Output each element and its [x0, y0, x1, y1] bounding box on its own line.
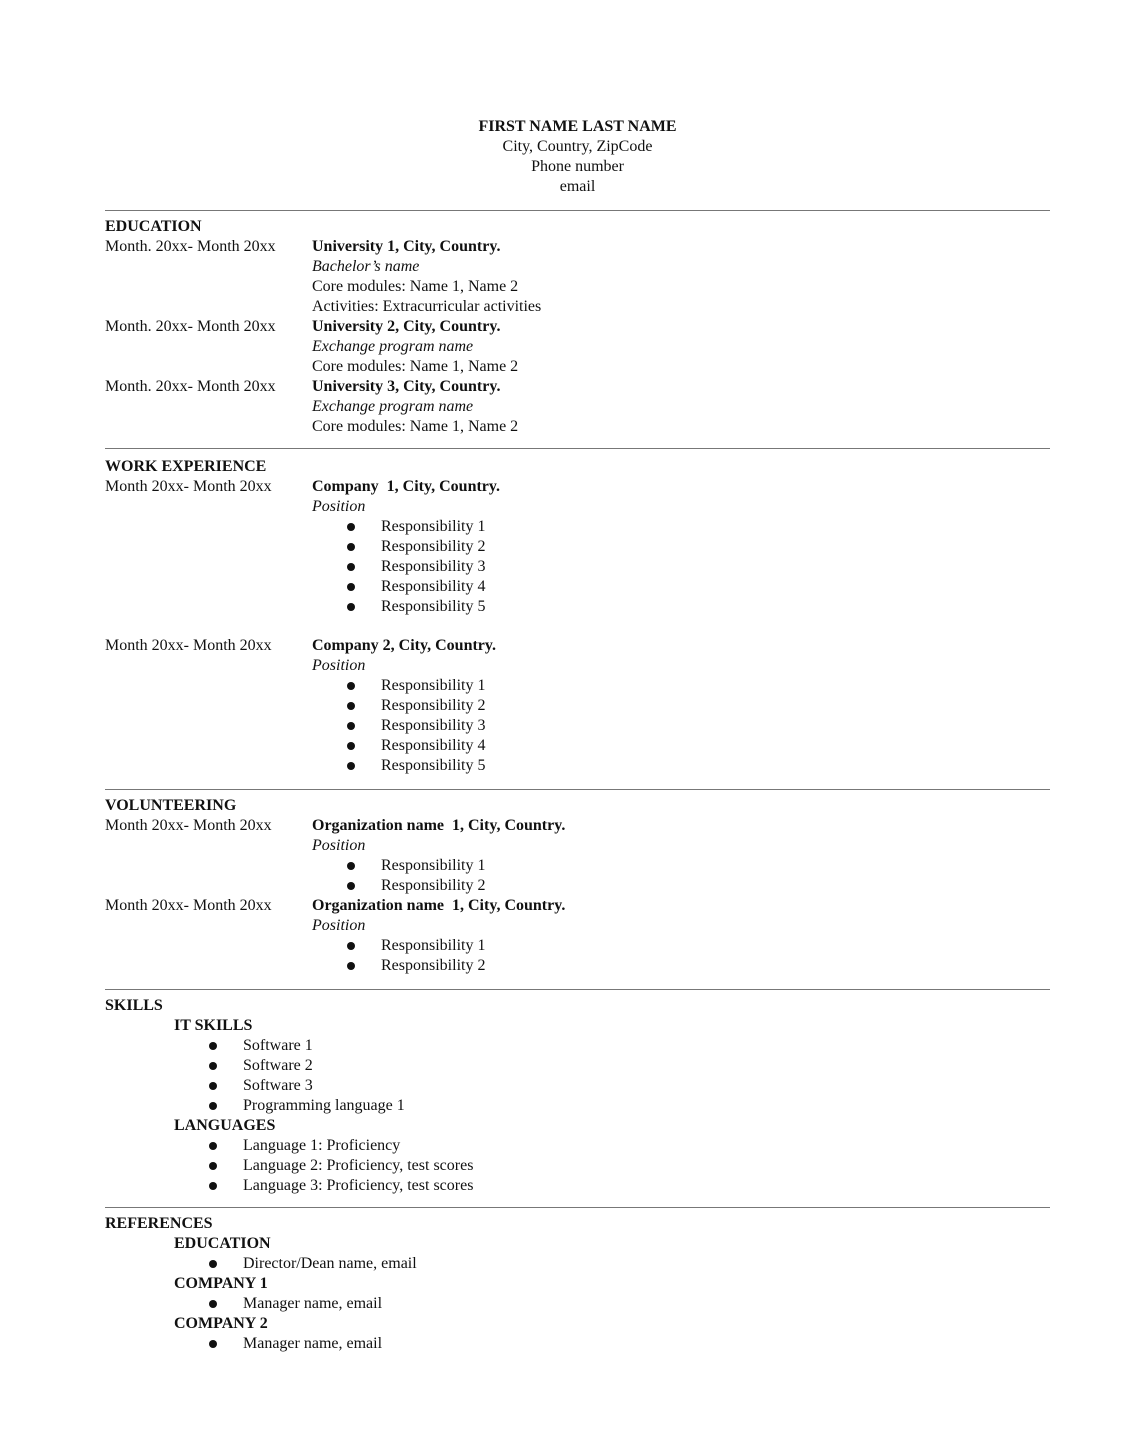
bullet-icon: [347, 702, 355, 710]
entry-detail: Core modules: Name 1, Name 2: [312, 358, 519, 375]
entry-organization: Company 1, City, Country.: [312, 478, 501, 495]
subsection-title: EDUCATION: [174, 1235, 271, 1252]
responsibility-list: [312, 676, 1050, 776]
work-entry: [105, 477, 1050, 617]
bullet-icon: [209, 1260, 217, 1268]
bullet-icon: [347, 942, 355, 950]
entry-organization: Organization name 1, City, Country.: [312, 897, 566, 914]
list-item: Language 1: Proficiency: [174, 1136, 1050, 1156]
section-title: EDUCATION: [105, 218, 202, 235]
entry-detail: Activities: Extracurricular activities: [312, 298, 542, 315]
responsibility-list: [312, 936, 1050, 976]
list-item: Responsibility 2: [312, 876, 1050, 896]
languages-list: [174, 1136, 1050, 1196]
list-item: Responsibility 4: [312, 577, 1050, 597]
bullet-icon: [347, 862, 355, 870]
education-entry: [105, 317, 1050, 377]
list-item: Software 2: [174, 1056, 1050, 1076]
bullet-icon: [209, 1102, 217, 1110]
list-item: Programming language 1: [174, 1096, 1050, 1116]
list-item: Language 2: Proficiency, test scores: [174, 1156, 1050, 1176]
work-entry: [105, 636, 1050, 776]
list-item: Responsibility 2: [312, 537, 1050, 557]
list-item: Responsibility 2: [312, 956, 1050, 976]
bullet-icon: [347, 543, 355, 551]
section-title: SKILLS: [105, 997, 163, 1014]
list-item: Manager name, email: [174, 1334, 1050, 1354]
list-item: Responsibility 5: [312, 756, 1050, 776]
entry-dates: Month 20xx- Month 20xx: [105, 897, 272, 914]
education-section: [105, 217, 1050, 437]
entry-position: Position: [312, 837, 366, 854]
section-title: REFERENCES: [105, 1215, 213, 1232]
volunteering-section: [105, 796, 1050, 976]
subsection-title: COMPANY 1: [174, 1275, 268, 1292]
list-item: Software 3: [174, 1076, 1050, 1096]
bullet-icon: [209, 1182, 217, 1190]
entry-organization: Company 2, City, Country.: [312, 637, 497, 654]
entry-organization: University 1, City, Country.: [312, 238, 501, 255]
list-item: Responsibility 1: [312, 856, 1050, 876]
entry-organization: Organization name 1, City, Country.: [312, 817, 566, 834]
entry-dates: Month. 20xx- Month 20xx: [105, 238, 276, 255]
volunteering-entry: [105, 816, 1050, 896]
list-item: Responsibility 1: [312, 517, 1050, 537]
education-entry: [105, 377, 1050, 437]
bullet-icon: [209, 1062, 217, 1070]
bullet-icon: [347, 682, 355, 690]
references-section: [105, 1214, 1050, 1354]
bullet-icon: [209, 1082, 217, 1090]
divider: [105, 789, 1050, 790]
full-name: FIRST NAME LAST NAME: [478, 118, 677, 135]
reference-list: [174, 1254, 1050, 1274]
volunteering-entry: [105, 896, 1050, 976]
subsection-title: LANGUAGES: [174, 1117, 276, 1134]
entry-dates: Month 20xx- Month 20xx: [105, 478, 272, 495]
section-title: WORK EXPERIENCE: [105, 458, 267, 475]
entry-organization: University 2, City, Country.: [312, 318, 501, 335]
list-item: Director/Dean name, email: [174, 1254, 1050, 1274]
list-item: Responsibility 1: [312, 676, 1050, 696]
it-skills-list: [174, 1036, 1050, 1116]
list-item: Manager name, email: [174, 1294, 1050, 1314]
section-title: VOLUNTEERING: [105, 797, 237, 814]
resume-header: [105, 117, 1050, 197]
bullet-icon: [347, 962, 355, 970]
bullet-icon: [347, 882, 355, 890]
entry-detail: Core modules: Name 1, Name 2: [312, 418, 519, 435]
divider: [105, 448, 1050, 449]
bullet-icon: [209, 1300, 217, 1308]
entry-position: Position: [312, 657, 366, 674]
entry-dates: Month 20xx- Month 20xx: [105, 637, 272, 654]
entry-degree: Bachelor’s name: [312, 258, 420, 275]
divider: [105, 989, 1050, 990]
bullet-icon: [347, 762, 355, 770]
list-item: Responsibility 3: [312, 716, 1050, 736]
reference-list: [174, 1334, 1050, 1354]
responsibility-list: [312, 856, 1050, 896]
entry-dates: Month 20xx- Month 20xx: [105, 817, 272, 834]
entry-position: Position: [312, 917, 366, 934]
subsection-title: IT SKILLS: [174, 1017, 253, 1034]
reference-groups: [174, 1234, 1050, 1354]
entry-detail: Core modules: Name 1, Name 2: [312, 278, 519, 295]
entry-organization: University 3, City, Country.: [312, 378, 501, 395]
bullet-icon: [209, 1340, 217, 1348]
skills-section: [105, 996, 1050, 1196]
email: email: [559, 178, 596, 195]
entry-program: Exchange program name: [312, 338, 474, 355]
bullet-icon: [209, 1162, 217, 1170]
entry-dates: Month. 20xx- Month 20xx: [105, 378, 276, 395]
bullet-icon: [209, 1042, 217, 1050]
list-item: Responsibility 5: [312, 597, 1050, 617]
bullet-icon: [347, 583, 355, 591]
responsibility-list: [312, 517, 1050, 617]
education-entry: [105, 237, 1050, 317]
entry-program: Exchange program name: [312, 398, 474, 415]
divider: [105, 210, 1050, 211]
subsection-title: COMPANY 2: [174, 1315, 268, 1332]
bullet-icon: [347, 603, 355, 611]
bullet-icon: [347, 563, 355, 571]
list-item: Responsibility 1: [312, 936, 1050, 956]
list-item: Software 1: [174, 1036, 1050, 1056]
bullet-icon: [347, 722, 355, 730]
phone-number: Phone number: [531, 158, 624, 175]
location: City, Country, ZipCode: [502, 138, 653, 155]
work-experience-section: [105, 457, 1050, 776]
bullet-icon: [209, 1142, 217, 1150]
divider: [105, 1207, 1050, 1208]
it-skills-group: [174, 1016, 1050, 1196]
list-item: Responsibility 3: [312, 557, 1050, 577]
resume-page: [105, 117, 1050, 1354]
list-item: Language 3: Proficiency, test scores: [174, 1176, 1050, 1196]
entry-dates: Month. 20xx- Month 20xx: [105, 318, 276, 335]
list-item: Responsibility 4: [312, 736, 1050, 756]
bullet-icon: [347, 742, 355, 750]
bullet-icon: [347, 523, 355, 531]
reference-list: [174, 1294, 1050, 1314]
entry-position: Position: [312, 498, 366, 515]
list-item: Responsibility 2: [312, 696, 1050, 716]
